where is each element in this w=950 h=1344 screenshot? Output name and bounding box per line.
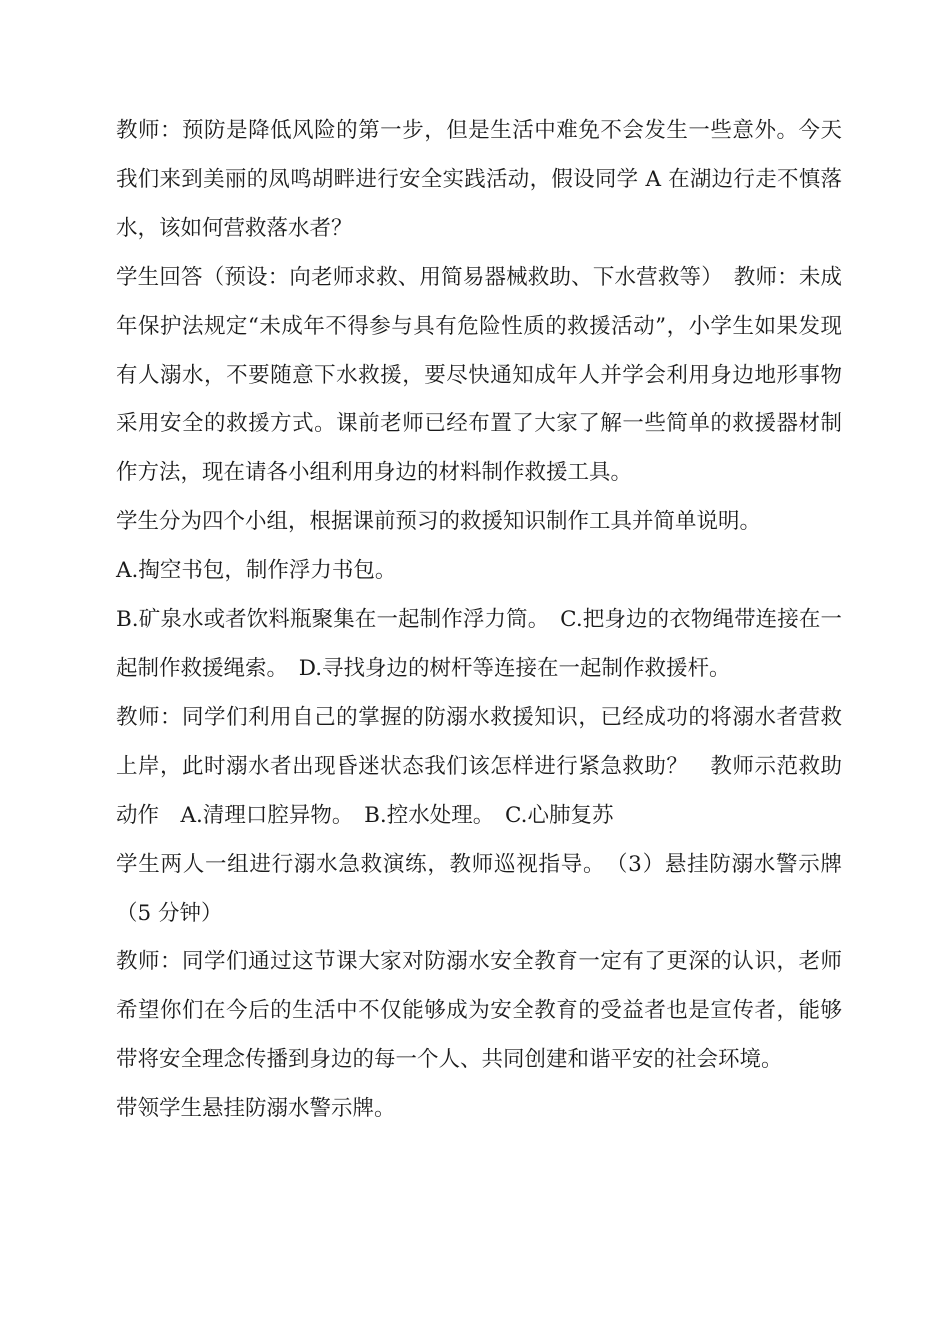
document-body xyxy=(116,107,842,1134)
paragraph-teacher-conclusion: 教师：同学们通过这节课大家对防溺水安全教育一定有了更深的认识，老师希望你们在今后的生活中不仅能够成为安全教育的受益者也是宣传者，能够带将安全理念传播到身边的每一个人、共同创建和谐平安的社会环境。 xyxy=(116,949,842,1073)
paragraph-student-groups: 学生分为四个小组，根据课前预习的救援知识制作工具并简单说明。 xyxy=(116,509,762,535)
paragraph-teacher-intro: 教师：预防是降低风险的第一步，但是生活中难免不会发生一些意外。今天我们来到美丽的凤鸣胡畔进行安全实践活动，假设同学 A 在湖边行走不慎落水，该如何营救落水者？ xyxy=(116,118,842,241)
paragraph-emergency-aid: 教师：同学们利用自己的掌握的防溺水救援知识，已经成功的将溺水者营救上岸，此时溺水者出现昏迷状态我们该怎样进行紧急救助？ 教师示范救助动作 A.清理口腔异物。 B.控水处理。 C.心肺复苏 xyxy=(116,704,842,828)
paragraph-tools-bcd: B.矿泉水或者饮料瓶聚集在一起制作浮力筒。 C.把身边的衣物绳带连接在一起制作救援绳索。 D.寻找身边的树杆等连接在一起制作救援杆。 xyxy=(116,607,842,681)
paragraph-student-answer: 学生回答（预设：向老师求救、用简易器械救助、下水营救等） 教师：未成年保护法规定“未成年不得参与具有危险性质的救援活动”，小学生如果发现有人溺水，不要随意下水救援，要尽快通知成年人并学会利用身边地形事物采用安全的救援方式。课前老师已经布置了大家了解一些简单的救援器材制作方法，现在请各小组利用身边的材料制作救援工具。 xyxy=(116,264,842,486)
paragraph-hang-sign: 带领学生悬挂防溺水警示牌。 xyxy=(116,1096,396,1122)
paragraph-drill: 学生两人一组进行溺水急救演练，教师巡视指导。 （3）悬挂防溺水警示牌（5 分钟） xyxy=(116,851,842,926)
paragraph-tool-a: A.掏空书包，制作浮力书包。 xyxy=(116,558,397,584)
